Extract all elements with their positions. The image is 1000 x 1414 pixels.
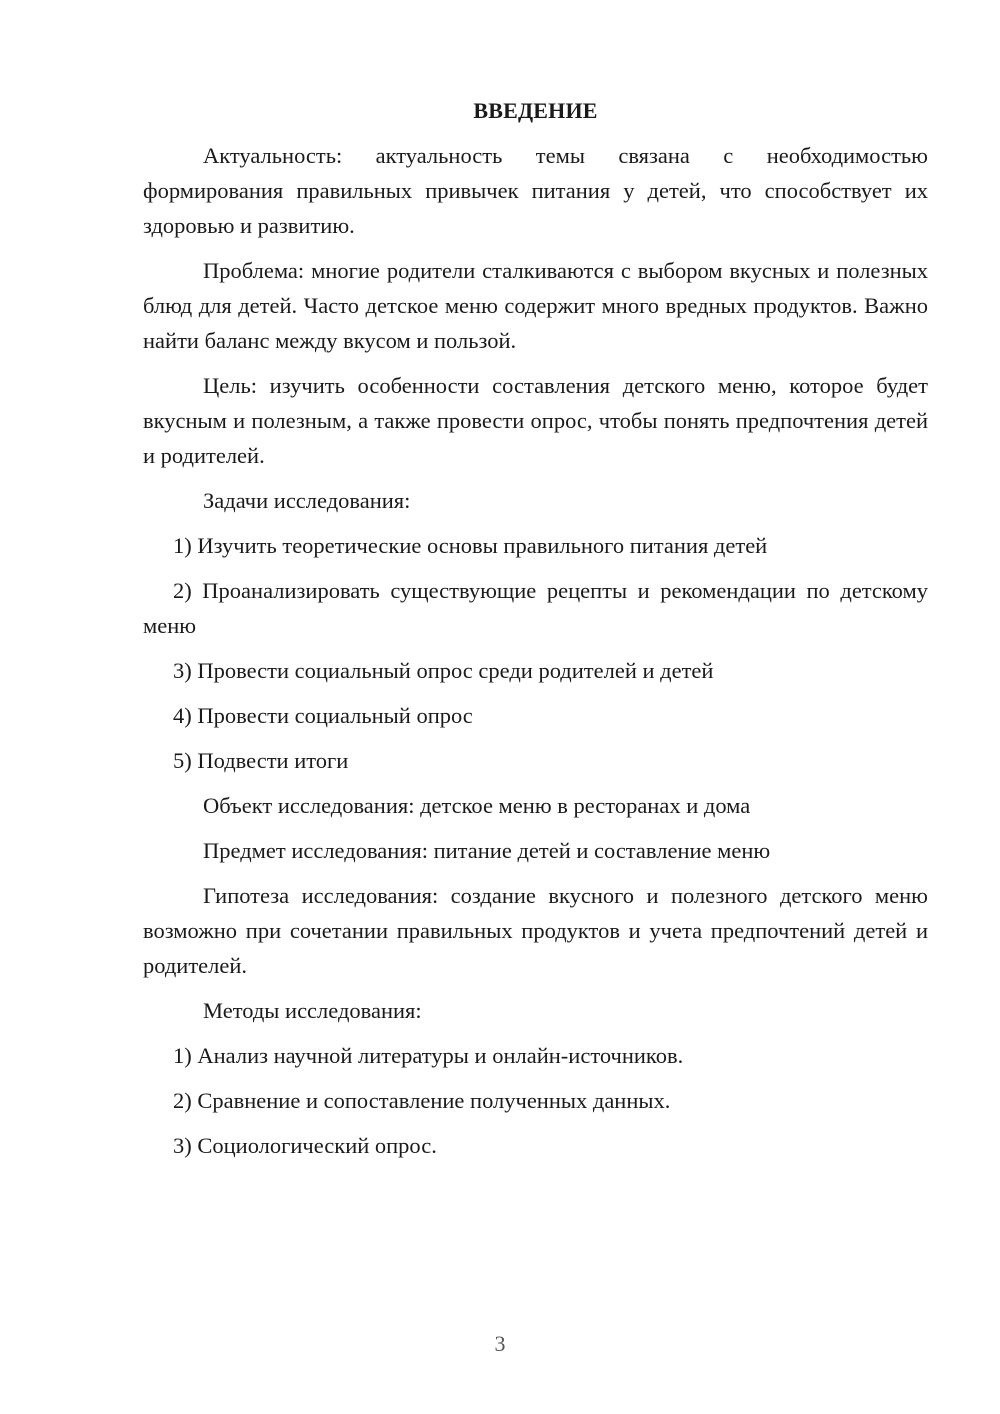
section-title: ВВЕДЕНИЕ — [473, 98, 598, 123]
paragraph-goal: Цель: изучить особенности составления детского меню, которое будет вкусным и полезным, а также провести опрос, чтобы понять предпочтения детей и родителей. — [143, 373, 928, 468]
task-item-3: 3) Провести социальный опрос среди родителей и детей — [173, 658, 714, 683]
task-item-2: 2) Проанализировать существующие рецепты и рекомендации по детскому меню — [143, 578, 928, 638]
method-item-1: 1) Анализ научной литературы и онлайн-источников. — [173, 1043, 684, 1068]
method-item-2: 2) Сравнение и сопоставление полученных данных. — [173, 1088, 671, 1113]
method-item-3: 3) Социологический опрос. — [173, 1133, 437, 1158]
document-page — [143, 93, 928, 1173]
task-item-1: 1) Изучить теоретические основы правильного питания детей — [173, 533, 768, 558]
methods-heading: Методы исследования: — [203, 998, 422, 1023]
paragraph-problem: Проблема: многие родители сталкиваются с выбором вкусных и полезных блюд для детей. Часто детское меню содержит много вредных продуктов. Важно найти баланс между вкусом и пользой. — [143, 258, 928, 353]
tasks-heading: Задачи исследования: — [203, 488, 411, 513]
research-object: Объект исследования: детское меню в ресторанах и дома — [203, 793, 751, 818]
research-subject: Предмет исследования: питание детей и составление меню — [203, 838, 771, 863]
task-item-4: 4) Провести социальный опрос — [173, 703, 473, 728]
task-item-5: 5) Подвести итоги — [173, 748, 349, 773]
page-number: 3 — [494, 1331, 506, 1356]
paragraph-hypothesis: Гипотеза исследования: создание вкусного и полезного детского меню возможно при сочетании правильных продуктов и учета предпочтений детей и родителей. — [143, 883, 928, 978]
paragraph-relevance: Актуальность: актуальность темы связана с необходимостью формирования правильных привычек питания у детей, что способствует их здоровью и развитию. — [143, 143, 928, 238]
